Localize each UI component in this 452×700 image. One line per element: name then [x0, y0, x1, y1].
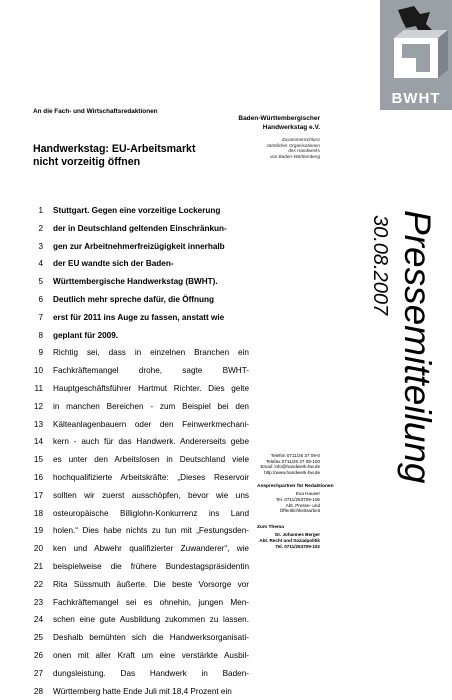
press-release-body [29, 202, 249, 700]
sender-description [200, 137, 320, 159]
headline-line-1: Handwerkstag: EU-Arbeitsmarkt [33, 143, 196, 155]
text-line [29, 327, 249, 345]
topic-contact-heading: Zum Thema [257, 525, 284, 530]
line-number: 7 [38, 312, 43, 322]
text-line [29, 558, 249, 576]
line-text: der EU wandte sich der Baden- [53, 259, 174, 269]
text-line [29, 220, 249, 238]
topic-contact-dept: Abt. Recht und Sozialpolitik [259, 537, 320, 543]
text-line [29, 576, 249, 594]
line-number: 15 [33, 455, 43, 465]
line-text: osteuropäische Billiglohn-Konkurrenz ins Land [53, 508, 249, 518]
press-contact-dept: Abt. Presse- und [285, 502, 320, 508]
bwht-logo [380, 0, 452, 110]
line-number: 19 [33, 526, 43, 536]
lion-emblem-icon [380, 0, 452, 90]
line-number: 17 [33, 490, 43, 500]
press-contact-block [200, 491, 320, 514]
line-text: es unter den Arbeitslosen in Deutschland viele [53, 455, 249, 465]
recipients-line: An die Fach- und Wirtschaftsredaktionen [33, 108, 158, 115]
line-text: Fachkräftemangel drohe, sagte BWHT- [53, 366, 249, 376]
line-text: Hauptgeschäftsführer Hartmut Richter. Dies gelte [53, 383, 249, 393]
press-contact-phone: Tel. 0711/263709-105 [275, 496, 320, 502]
text-line [29, 202, 249, 220]
text-line [29, 665, 249, 683]
contact-block [200, 453, 320, 475]
text-line [29, 683, 249, 700]
line-number: 9 [38, 348, 43, 358]
text-line [29, 362, 249, 380]
line-text: kern - auch für das Handwerk. Andererseits gebe [53, 437, 249, 447]
line-text: dungsleistung. Das Handwerk in Baden- [53, 668, 249, 678]
line-text: Württemberg hatte Ende Juli mit 18,4 Prozent ein [53, 686, 232, 696]
text-line [29, 594, 249, 612]
line-number: 21 [33, 561, 43, 571]
text-line [29, 416, 249, 434]
topic-contact-name: Dr. Johannes Berger [275, 532, 320, 537]
text-line [29, 611, 249, 629]
line-text: Deshalb bemühten sich die Handwerksorganisati- [53, 633, 249, 643]
line-text: gen zur Arbeitnehmerfreizügigkeit innerhalb [53, 241, 225, 251]
line-number: 25 [33, 633, 43, 643]
line-number: 22 [33, 579, 43, 589]
line-number: 16 [33, 472, 43, 482]
text-line [29, 255, 249, 273]
line-number: 26 [33, 650, 43, 660]
sender-desc-line: Zusammenschluss [281, 137, 320, 142]
release-date [368, 215, 392, 335]
line-text: holen.“ Dies habe nichts zu tun mit „Festungsden- [53, 526, 249, 536]
text-line [29, 380, 249, 398]
line-text: onen mit aller Kraft um eine verstärkte Ausbil- [53, 650, 249, 660]
line-text: Stuttgart. Gegen eine vorzeitige Lockerung [53, 206, 221, 215]
line-text: geplant für 2009. [53, 330, 119, 340]
line-number: 11 [34, 383, 43, 393]
text-line [29, 344, 249, 362]
line-number: 27 [33, 668, 43, 678]
contact-fax: Telefax 0711/26 37 09-100 [265, 458, 320, 464]
sender-desc-line: des Handwerks [288, 148, 320, 154]
contact-website: http://www.handwerk-bw.de [264, 469, 320, 475]
sender-desc-line: sämtlicher Organisationen [266, 142, 320, 148]
text-line [29, 647, 249, 665]
title-text: Pressemitteilung [397, 210, 438, 484]
line-text: Rita Süssmuth äußerte. Die beste Vorsorge vor [53, 579, 249, 589]
line-number: 13 [33, 419, 43, 429]
topic-contact-block [200, 532, 320, 549]
press-contact-dept-2: Öffentlichkeitsarbeit [279, 508, 320, 514]
text-line [29, 273, 249, 291]
pressemitteilung-title [395, 210, 439, 610]
line-text: schen eine gute Ausbildung zukommen zu lassen. [53, 615, 249, 625]
line-number: 5 [38, 277, 43, 287]
line-text: der in Deutschland geltenden Einschränkun- [53, 223, 227, 233]
text-line [29, 398, 249, 416]
line-number: 20 [33, 544, 43, 554]
contact-email: Email: info@handwerk-bw.de [260, 464, 320, 470]
line-number: 8 [38, 330, 43, 340]
text-line [29, 238, 249, 256]
line-number: 18 [33, 508, 43, 518]
line-number: 23 [33, 597, 43, 607]
line-number: 14 [33, 437, 43, 447]
line-number: 3 [38, 241, 43, 251]
line-text: Württembergische Handwerkstag (BWHT). [53, 277, 218, 287]
line-text: erst für 2011 ins Auge zu fassen, anstatt wie [53, 312, 225, 322]
line-number: 4 [38, 259, 43, 269]
line-text: Richtig sei, dass in einzelnen Branchen ein [53, 348, 249, 358]
sender-org-line-2: Handwerkstag e.V. [262, 124, 320, 131]
date-text: 30.08.2007 [369, 215, 391, 316]
headline-line-2: nicht vorzeitig öffnen [33, 155, 141, 168]
line-text: Kälteanlagenbauern oder den Feinwerkmechani- [53, 419, 249, 429]
press-contact-heading: Ansprechpartner für Redaktionen [257, 484, 334, 489]
line-number: 6 [38, 294, 43, 304]
text-line [29, 309, 249, 327]
line-number: 2 [38, 223, 43, 233]
text-line [29, 291, 249, 309]
line-text: Deutlich mehr spreche dafür, die Öffnung [53, 294, 215, 304]
logo-text: BWHT [391, 90, 441, 107]
topic-contact-phone: Tel. 0711/263709-102 [275, 543, 320, 549]
line-number: 10 [33, 366, 43, 376]
line-text: beispielweise die frühere Bundestagspräsidentin [53, 561, 249, 571]
line-text: in manchen Bereichen - zum Beispiel bei den [53, 401, 249, 411]
text-line [29, 433, 249, 451]
text-line [29, 629, 249, 647]
sender-desc-line: von Baden-Württemberg [269, 153, 320, 159]
line-text: Fachkräftemangel sei es ohnehin, jungen Men- [53, 597, 249, 607]
line-text: ken und Abwehr qualifizierter Zuwanderer“, wie [53, 544, 249, 554]
line-number: 28 [33, 686, 43, 696]
press-contact-name: Eva Hauser [295, 491, 320, 496]
line-number: 1 [38, 206, 43, 215]
sender-org-line-1: Baden-Württembergischer [238, 115, 320, 122]
sender-block [200, 114, 320, 159]
contact-phone: Telefon 0711/26 37 09-0 [270, 453, 320, 458]
line-text: sollten wir zuerst ausschöpfen, bevor wie uns [53, 490, 249, 500]
line-text: hochqualifizierte Arbeitskräfte: „Dieses Reservoir [53, 472, 249, 482]
line-number: 24 [33, 615, 43, 625]
line-number: 12 [33, 401, 43, 411]
